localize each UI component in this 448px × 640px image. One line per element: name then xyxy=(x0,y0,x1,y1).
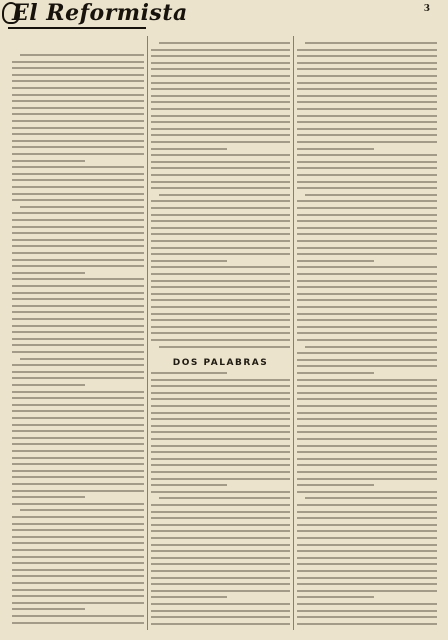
text-line xyxy=(151,181,290,183)
text-line xyxy=(159,346,290,348)
text-line xyxy=(297,590,437,592)
text-line xyxy=(297,478,437,480)
text-line xyxy=(12,298,144,300)
text-line xyxy=(12,377,144,379)
text-line xyxy=(12,305,144,307)
text-line xyxy=(297,101,437,103)
text-line xyxy=(305,497,437,499)
text-line xyxy=(297,253,437,255)
text-line xyxy=(151,445,290,447)
text-line xyxy=(297,115,437,117)
text-line xyxy=(297,352,437,354)
text-line xyxy=(297,299,437,301)
text-line xyxy=(297,260,374,262)
text-line xyxy=(12,232,144,234)
text-line xyxy=(12,186,144,188)
text-line xyxy=(297,134,437,136)
text-line xyxy=(151,200,290,202)
text-line xyxy=(151,458,290,460)
text-line xyxy=(297,167,437,169)
text-line xyxy=(297,240,437,242)
text-line xyxy=(12,226,144,228)
text-line xyxy=(12,193,144,195)
text-line xyxy=(151,280,290,282)
text-line xyxy=(151,372,227,374)
text-line xyxy=(151,227,290,229)
text-line xyxy=(297,332,437,334)
column-right xyxy=(297,40,437,630)
text-line xyxy=(12,549,144,551)
text-line xyxy=(151,504,290,506)
text-line xyxy=(297,62,437,64)
text-line xyxy=(297,220,437,222)
masthead xyxy=(0,0,188,26)
text-line xyxy=(151,187,290,189)
text-line xyxy=(12,529,144,531)
text-line xyxy=(12,259,144,261)
text-line xyxy=(297,49,437,51)
text-line xyxy=(151,293,290,295)
text-line xyxy=(305,346,437,348)
text-line xyxy=(151,550,290,552)
text-line xyxy=(12,74,144,76)
text-line xyxy=(151,115,290,117)
text-line xyxy=(297,181,437,183)
text-line xyxy=(12,318,144,320)
text-line xyxy=(151,154,290,156)
text-line xyxy=(151,121,290,123)
text-line xyxy=(12,589,144,591)
text-line xyxy=(151,141,290,143)
text-line xyxy=(151,339,290,341)
text-line xyxy=(297,458,437,460)
text-line xyxy=(12,338,144,340)
text-line xyxy=(297,339,437,341)
text-line xyxy=(297,365,437,367)
text-line xyxy=(12,252,144,254)
text-line xyxy=(297,392,437,394)
text-line xyxy=(151,95,290,97)
text-line xyxy=(12,450,144,452)
text-line xyxy=(297,207,437,209)
text-line xyxy=(12,120,144,122)
text-line xyxy=(151,313,290,315)
text-line xyxy=(151,590,290,592)
text-line xyxy=(297,319,437,321)
text-line xyxy=(151,326,290,328)
text-line xyxy=(12,503,144,505)
text-line xyxy=(151,75,290,77)
text-line xyxy=(151,68,290,70)
text-line xyxy=(12,397,144,399)
text-line xyxy=(12,622,144,624)
text-line xyxy=(297,530,437,532)
text-line xyxy=(297,247,437,249)
text-line xyxy=(12,107,144,109)
text-line xyxy=(151,583,290,585)
text-line xyxy=(151,174,290,176)
text-line xyxy=(297,438,437,440)
text-line xyxy=(12,292,144,294)
text-line xyxy=(151,537,290,539)
text-line xyxy=(12,476,144,478)
text-line xyxy=(12,212,144,214)
text-line xyxy=(12,483,144,485)
text-line xyxy=(12,67,144,69)
text-line xyxy=(297,214,437,216)
text-line xyxy=(151,577,290,579)
text-line xyxy=(297,623,437,625)
text-line xyxy=(297,200,437,202)
text-line xyxy=(12,179,144,181)
text-line xyxy=(12,437,144,439)
text-line xyxy=(151,623,290,625)
text-line xyxy=(12,80,144,82)
text-line xyxy=(297,550,437,552)
text-line xyxy=(12,351,144,353)
text-line xyxy=(12,542,144,544)
text-line xyxy=(297,504,437,506)
text-line xyxy=(297,266,437,268)
text-line xyxy=(297,187,437,189)
text-line xyxy=(12,153,144,155)
text-line xyxy=(159,497,290,499)
text-line xyxy=(12,417,144,419)
text-line xyxy=(12,285,144,287)
text-line xyxy=(151,471,290,473)
page-number: 3 xyxy=(423,4,430,14)
text-line xyxy=(12,166,144,168)
text-line xyxy=(151,425,290,427)
text-line xyxy=(297,451,437,453)
text-line xyxy=(297,154,437,156)
text-line xyxy=(12,199,144,201)
text-line xyxy=(159,194,290,196)
text-line xyxy=(151,247,290,249)
text-line xyxy=(12,133,144,135)
text-line xyxy=(151,557,290,559)
text-line xyxy=(151,412,290,414)
text-line xyxy=(297,68,437,70)
text-line xyxy=(151,451,290,453)
text-line xyxy=(151,108,290,110)
text-line xyxy=(297,121,437,123)
text-line xyxy=(297,610,437,612)
text-line xyxy=(297,511,437,513)
text-line xyxy=(151,233,290,235)
text-line xyxy=(297,464,437,466)
text-line xyxy=(297,128,437,130)
text-line xyxy=(297,88,437,90)
text-line xyxy=(297,577,437,579)
text-line xyxy=(297,418,437,420)
text-line xyxy=(151,148,227,150)
text-line xyxy=(151,385,290,387)
text-line xyxy=(12,127,144,129)
text-line xyxy=(297,286,437,288)
text-line xyxy=(151,220,290,222)
text-line xyxy=(297,583,437,585)
text-line xyxy=(151,491,290,493)
text-line xyxy=(151,260,227,262)
text-line xyxy=(297,398,437,400)
text-line xyxy=(297,517,437,519)
text-line xyxy=(305,42,437,44)
masthead-title: El Reformista xyxy=(12,0,188,26)
text-line xyxy=(297,233,437,235)
text-line xyxy=(12,384,85,386)
text-line xyxy=(151,464,290,466)
text-line xyxy=(297,491,437,493)
text-line xyxy=(151,610,290,612)
text-line xyxy=(151,161,290,163)
text-line xyxy=(297,563,437,565)
text-line xyxy=(151,398,290,400)
text-line xyxy=(151,319,290,321)
text-line xyxy=(151,55,290,57)
text-line xyxy=(297,471,437,473)
text-line xyxy=(151,418,290,420)
text-line xyxy=(151,392,290,394)
text-line xyxy=(297,313,437,315)
text-line xyxy=(297,75,437,77)
text-line xyxy=(297,141,437,143)
text-line xyxy=(151,306,290,308)
text-line xyxy=(12,140,144,142)
text-line xyxy=(12,582,144,584)
text-line xyxy=(159,42,290,44)
text-line xyxy=(12,556,144,558)
column-divider xyxy=(293,36,294,630)
text-line xyxy=(12,615,144,617)
text-line xyxy=(12,602,144,604)
text-line xyxy=(12,562,144,564)
text-line xyxy=(151,286,290,288)
text-line xyxy=(12,272,85,274)
text-line xyxy=(12,404,144,406)
text-line xyxy=(297,148,374,150)
text-line xyxy=(12,496,85,498)
text-line xyxy=(151,616,290,618)
text-line xyxy=(12,325,144,327)
text-line xyxy=(297,385,437,387)
text-line xyxy=(12,457,144,459)
text-line xyxy=(297,405,437,407)
text-line xyxy=(297,524,437,526)
text-line xyxy=(151,379,290,381)
text-line xyxy=(151,511,290,513)
text-line xyxy=(12,608,85,610)
text-line xyxy=(12,430,144,432)
text-line xyxy=(297,544,437,546)
text-line xyxy=(151,62,290,64)
text-line xyxy=(151,570,290,572)
text-line xyxy=(297,425,437,427)
text-line xyxy=(151,49,290,51)
text-line xyxy=(151,134,290,136)
text-line xyxy=(151,240,290,242)
text-line xyxy=(12,490,144,492)
text-line xyxy=(20,54,144,56)
text-line xyxy=(151,167,290,169)
text-line xyxy=(12,265,144,267)
masthead-rule xyxy=(8,27,146,29)
text-line xyxy=(151,596,227,598)
text-line xyxy=(12,364,144,366)
column-left xyxy=(12,52,144,630)
text-line xyxy=(151,517,290,519)
text-line xyxy=(297,174,437,176)
text-line xyxy=(12,595,144,597)
text-line xyxy=(12,523,144,525)
text-line xyxy=(151,484,227,486)
text-line xyxy=(12,424,144,426)
text-line xyxy=(297,293,437,295)
text-line xyxy=(297,537,437,539)
text-line xyxy=(151,530,290,532)
text-line xyxy=(12,470,144,472)
text-line xyxy=(12,219,144,221)
text-line xyxy=(151,431,290,433)
column-divider xyxy=(147,36,148,630)
text-line xyxy=(297,412,437,414)
text-line xyxy=(151,88,290,90)
text-line xyxy=(20,358,144,360)
text-line xyxy=(297,227,437,229)
text-line xyxy=(151,82,290,84)
text-line xyxy=(151,214,290,216)
text-line xyxy=(297,95,437,97)
text-line xyxy=(151,544,290,546)
text-line xyxy=(12,536,144,538)
text-line xyxy=(12,575,144,577)
text-line xyxy=(297,570,437,572)
text-line xyxy=(12,87,144,89)
section-heading: DOS PALABRAS xyxy=(172,358,269,368)
text-line xyxy=(12,443,144,445)
text-line xyxy=(151,478,290,480)
text-line xyxy=(151,524,290,526)
text-line xyxy=(12,239,144,241)
text-line xyxy=(151,266,290,268)
text-line xyxy=(297,306,437,308)
text-line xyxy=(12,331,144,333)
text-line xyxy=(12,463,144,465)
text-line xyxy=(151,207,290,209)
text-line xyxy=(12,410,144,412)
text-line xyxy=(151,253,290,255)
text-line xyxy=(297,372,374,374)
text-line xyxy=(297,161,437,163)
text-line xyxy=(297,359,437,361)
text-line xyxy=(12,516,144,518)
text-line xyxy=(151,603,290,605)
text-line xyxy=(12,391,144,393)
text-line xyxy=(297,557,437,559)
text-line xyxy=(151,405,290,407)
text-line xyxy=(12,278,144,280)
text-line xyxy=(297,431,437,433)
text-line xyxy=(20,509,144,511)
text-line xyxy=(297,108,437,110)
text-line xyxy=(297,603,437,605)
column-middle xyxy=(151,40,290,630)
text-line xyxy=(297,379,437,381)
text-line xyxy=(305,194,437,196)
text-line xyxy=(297,484,374,486)
text-line xyxy=(297,326,437,328)
text-line xyxy=(12,160,85,162)
text-line xyxy=(12,61,144,63)
text-line xyxy=(151,438,290,440)
text-line xyxy=(12,311,144,313)
text-line xyxy=(12,245,144,247)
text-line xyxy=(12,113,144,115)
text-line xyxy=(12,94,144,96)
text-line xyxy=(151,299,290,301)
text-line xyxy=(151,128,290,130)
text-line xyxy=(12,344,144,346)
text-line xyxy=(297,280,437,282)
text-line xyxy=(151,563,290,565)
text-line xyxy=(12,146,144,148)
text-line xyxy=(12,173,144,175)
text-line xyxy=(297,273,437,275)
text-line xyxy=(151,101,290,103)
text-line xyxy=(151,332,290,334)
text-line xyxy=(12,371,144,373)
text-line xyxy=(12,100,144,102)
text-line xyxy=(12,569,144,571)
text-line xyxy=(297,616,437,618)
text-line xyxy=(151,273,290,275)
text-line xyxy=(297,445,437,447)
text-line xyxy=(297,596,374,598)
text-line xyxy=(20,206,144,208)
text-line xyxy=(297,82,437,84)
text-line xyxy=(297,55,437,57)
